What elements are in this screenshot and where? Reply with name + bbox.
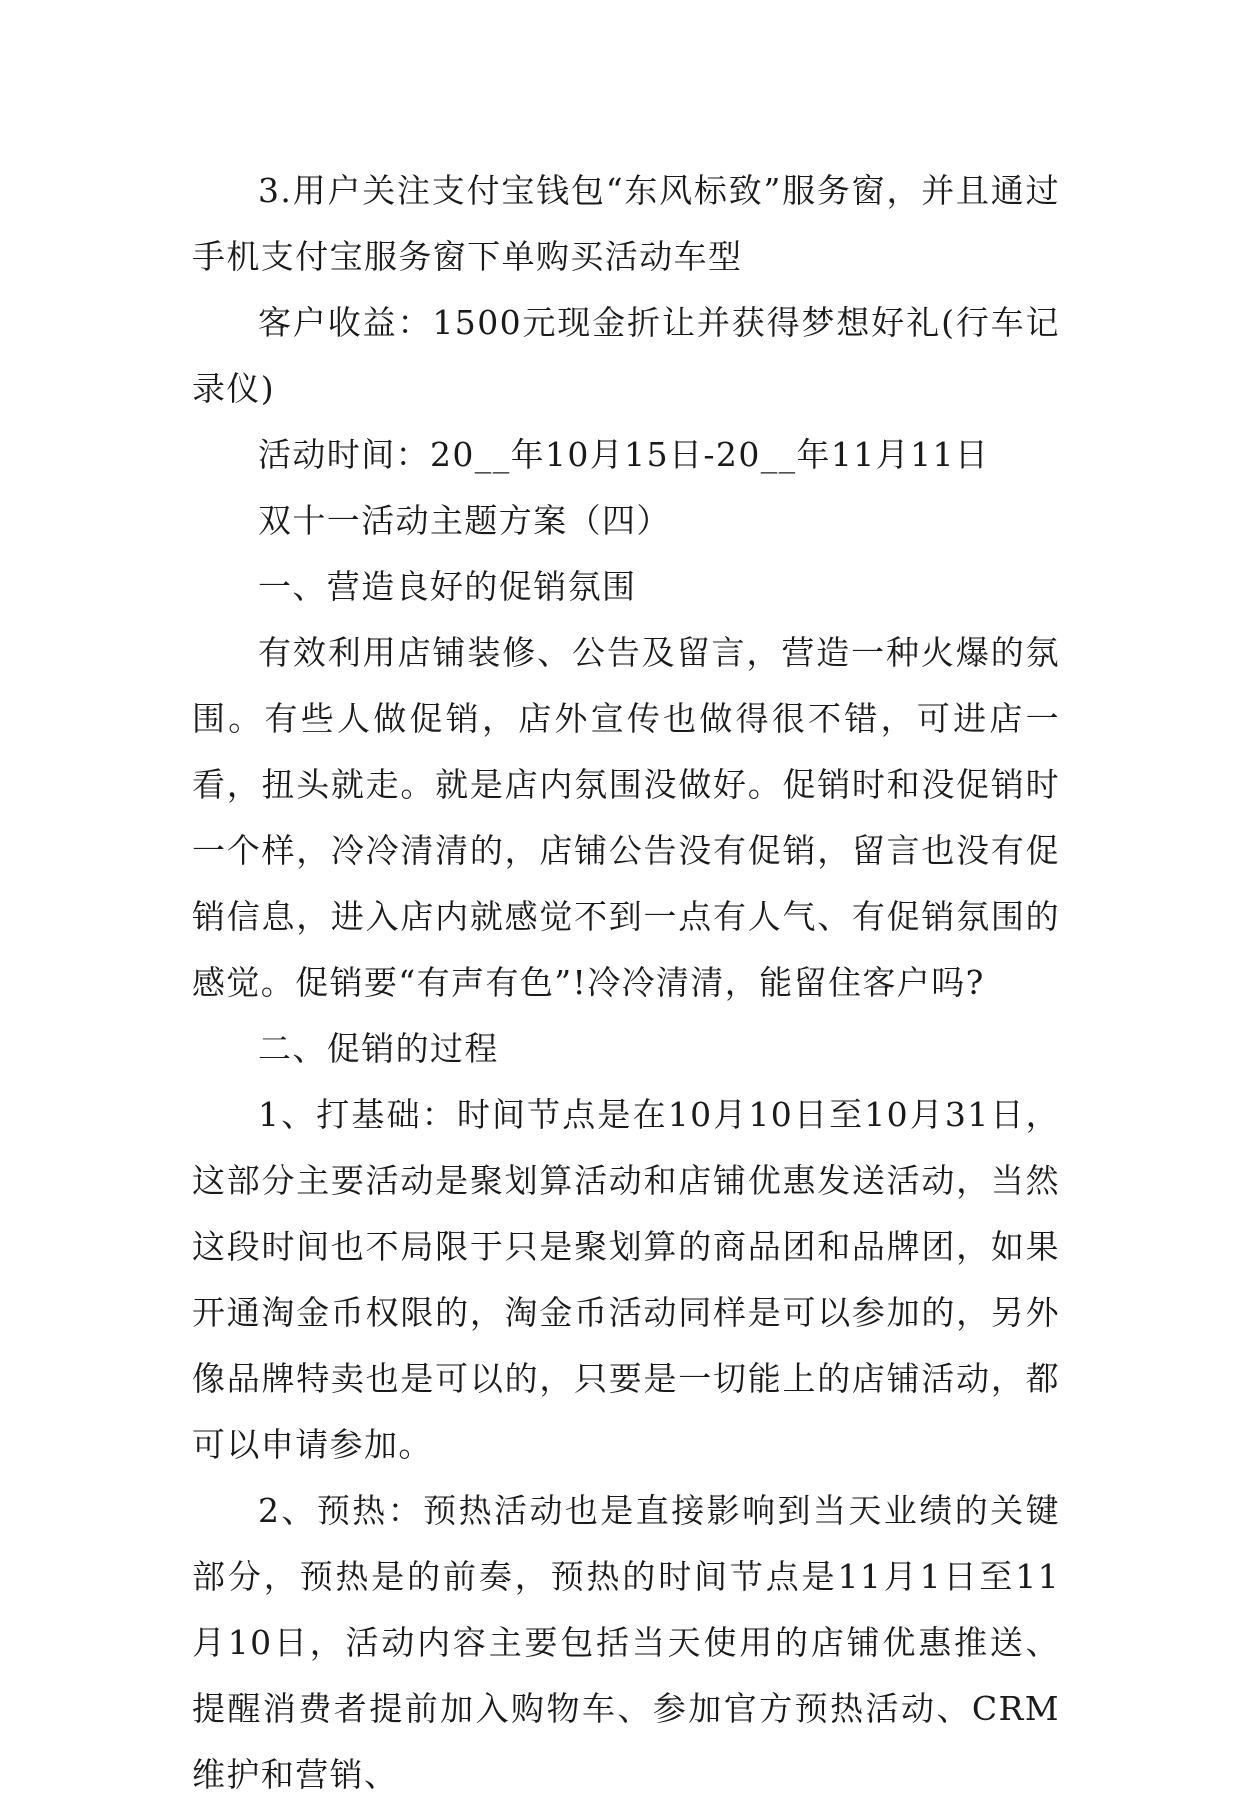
subheading-promotion-process: 二、促销的过程 [258, 1029, 499, 1068]
section-heading-plan-four: 双十一活动主题方案（四） [258, 501, 671, 540]
paragraph-foundation: 1、打基础：时间节点是在10月10日至10月31日，这部分主要活动是聚划算活动和店铺优惠发送活动，当然这段时间也不局限于只是聚划算的商品团和品牌团，如果开通淘金币权限的，淘金币活动同样是可以参加的，另外像品牌特卖也是可以的，只要是一切能上的店铺活动，都可以申请参加。 [192, 1095, 1060, 1464]
paragraph-service-window: 3.用户关注支付宝钱包“东风标致”服务窗，并且通过手机支付宝服务窗下单购买活动车型 [192, 171, 1060, 276]
document-body [192, 158, 1060, 1808]
paragraph-activity-time: 活动时间：20__年10月15日-20__年11月11日 [258, 435, 990, 474]
subheading-promotion-atmosphere: 一、营造良好的促销氛围 [258, 567, 637, 606]
paragraph-customer-benefit: 客户收益：1500元现金折让并获得梦想好礼(行车记录仪) [192, 303, 1060, 408]
paragraph-preheat: 2、预热：预热活动也是直接影响到当天业绩的关键部分，预热是的前奏，预热的时间节点是11月1日至11月10日，活动内容主要包括当天使用的店铺优惠推送、提醒消费者提前加入购物车、参加官方预热活动、CRM维护和营销、 [192, 1491, 1060, 1794]
paragraph-atmosphere-body: 有效利用店铺装修、公告及留言，营造一种火爆的氛围。有些人做促销，店外宣传也做得很不错，可进店一看，扭头就走。就是店内氛围没做好。促销时和没促销时一个样，冷冷清清的，店铺公告没有促销，留言也没有促销信息，进入店内就感觉不到一点有人气、有促销氛围的感觉。促销要“有声有色”!冷冷清清，能留住客户吗? [192, 633, 1060, 1002]
